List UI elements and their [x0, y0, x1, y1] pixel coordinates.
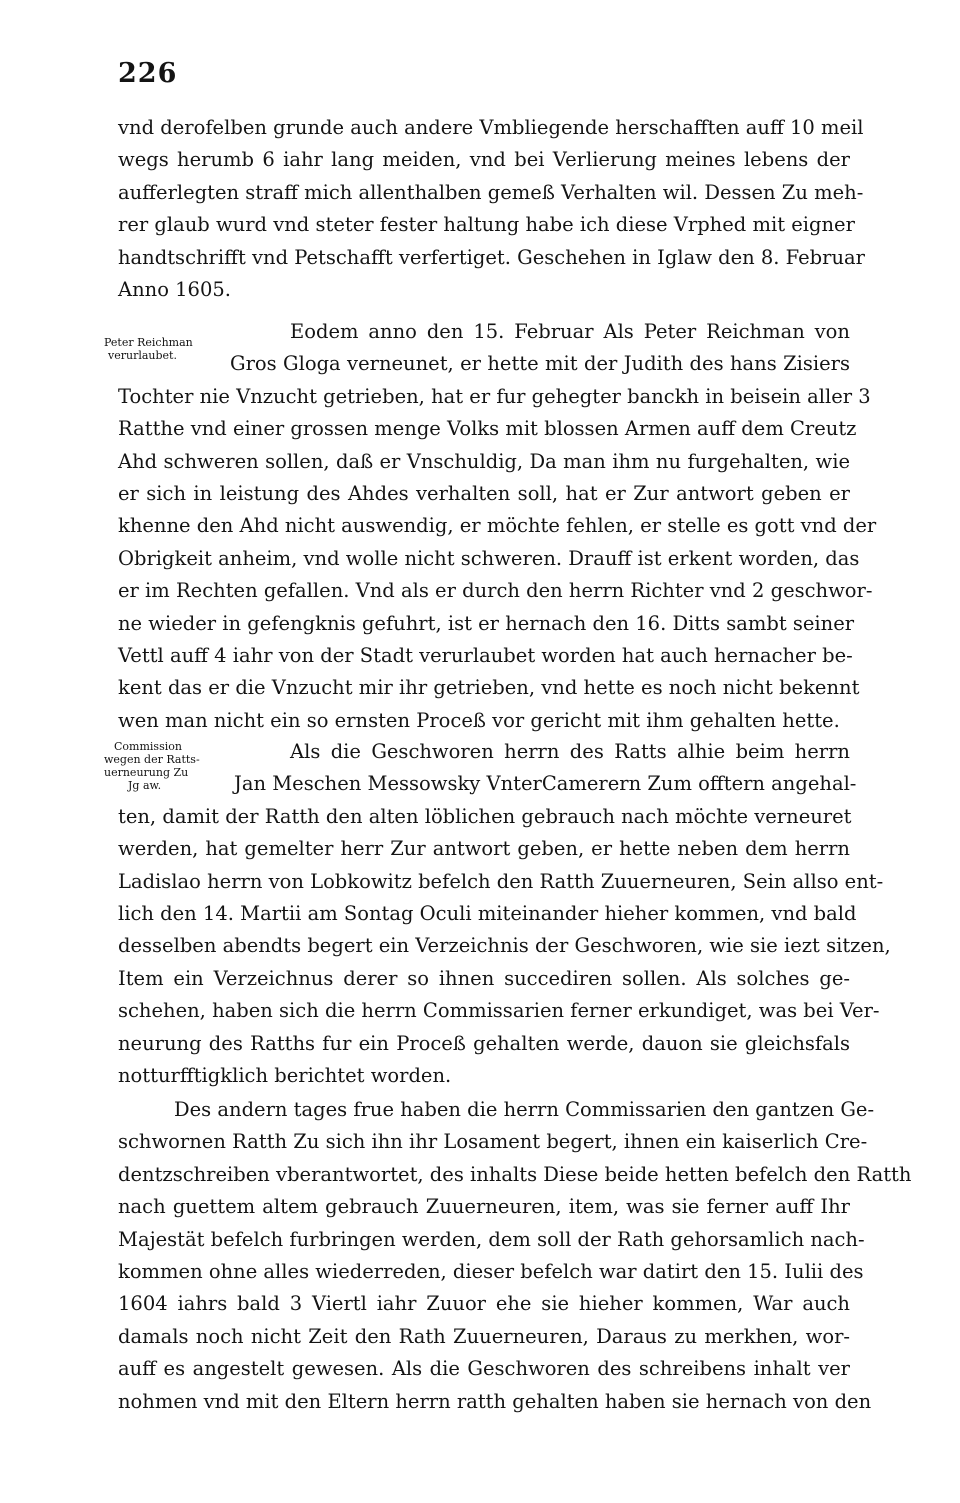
text-line: vnd derofelben grunde auch andere Vmbliegende herschafften auff 10 meil	[118, 116, 864, 139]
text-line: Des andern tages frue haben die herrn Commissarien den gantzen Ge-	[174, 1098, 875, 1121]
margin-note-line: wegen der Ratts-	[104, 753, 200, 766]
paragraph-reichman	[118, 316, 877, 737]
text-line: neurung des Ratths fur ein Proceß gehalten werde, dauon sie gleichsfals	[118, 1031, 850, 1055]
text-line: Obrigkeit anheim, vnd wolle nicht schweren. Drauff ist erkent worden, das	[118, 546, 860, 570]
paragraph-next-day	[118, 1094, 912, 1418]
text-line: Ahd schweren sollen, daß er Vnschuldig, Da man ihm nu furgehalten, wie	[118, 449, 850, 473]
text-line: handtschrifft vnd Petschafft verfertiget. Geschehen in Iglaw den 8. Februar	[118, 245, 865, 269]
text-line: ten, damit der Ratth den alten löblichen gebrauch nach möchte verneuret	[118, 804, 852, 828]
text-line: Majestät befelch furbringen werden, dem soll der Rath gehorsamlich nach-	[118, 1227, 865, 1251]
page-number: 226	[118, 58, 178, 89]
text-line: werden, hat gemelter herr Zur antwort geben, er hette neben dem herrn	[118, 837, 850, 861]
text-line: desselben abendts begert ein Verzeichnis der Geschworen, wie sie iezt sitzen,	[118, 934, 891, 958]
text-line: nohmen vnd mit den Eltern herrn ratth gehalten haben sie hernach von den	[118, 1389, 872, 1413]
margin-note-line: Peter Reichman	[104, 336, 193, 349]
text-line: Jan Meschen Messowsky VnterCamerern Zum offtern angehal-	[234, 772, 857, 796]
text-line: er im Rechten gefallen. Vnd als er durch den herrn Richter vnd 2 geschwor-	[118, 579, 873, 603]
text-line: Als die Geschworen herrn des Ratts alhie beim herrn	[290, 740, 850, 763]
text-line: aufferlegten straff mich allenthalben gemeß Verhalten wil. Dessen Zu meh-	[118, 180, 864, 204]
text-line: khenne den Ahd nicht auswendig, er möchte fehlen, er stelle es gott vnd der	[118, 514, 877, 538]
margin-note-line: Jg aw.	[128, 779, 162, 792]
text-line: Gros Gloga verneunet, er hette mit der Judith des hans Zisiers	[230, 352, 850, 376]
text-line: damals noch nicht Zeit den Rath Zuuerneuren, Daraus zu merkhen, wor-	[118, 1324, 850, 1348]
text-line: kent das er die Vnzucht mir ihr getrieben, vnd hette es noch nicht bekennt	[118, 676, 860, 700]
text-line: wegs herumb 6 iahr lang meiden, vnd bei Verlierung meines lebens der	[118, 148, 850, 172]
text-line: notturfftigklich berichtet worden.	[118, 1063, 452, 1087]
text-line: Tochter nie Vnzucht getrieben, hat er fur gehegter banckh in beisein aller 3	[118, 384, 871, 408]
text-line: wen man nicht ein so ernsten Proceß vor gericht mit ihm gehalten hette.	[118, 708, 840, 732]
text-line: Ratthe vnd einer grossen menge Volks mit blossen Armen auff dem Creutz	[118, 417, 857, 441]
text-line: lich den 14. Martii am Sontag Oculi miteinander hieher kommen, vnd bald	[118, 901, 857, 925]
text-line: Anno 1605.	[118, 277, 231, 301]
text-line: nach guettem altem gebrauch Zuuerneuren, item, was sie ferner auff Ihr	[118, 1195, 850, 1219]
text-line: Vettl auff 4 iahr von der Stadt verurlaubet worden hat auch hernacher be-	[118, 643, 853, 667]
text-line: 1604 iahrs bald 3 Viertl iahr Zuuor ehe sie hieher kommen, War auch	[118, 1292, 850, 1316]
text-line: ne wieder in gefengknis gefuhrt, ist er hernach den 16. Ditts sambt seiner	[118, 611, 855, 635]
text-line: schwornen Ratth Zu sich ihn ihr Losament begert, ihnen ein kaiserlich Cre-	[118, 1130, 868, 1154]
paragraph-urphede	[118, 112, 865, 306]
text-line: auff es angestelt gewesen. Als die Geschworen des schreibens inhalt ver	[118, 1357, 850, 1381]
text-line: kommen ohne alles wiederreden, dieser befelch war datirt den 15. Iulii des	[118, 1259, 864, 1283]
text-line: dentzschreiben vberantwortet, des inhalts Diese beide hetten befelch den Ratth	[118, 1162, 912, 1186]
text-line: Eodem anno den 15. Februar Als Peter Reichman von	[290, 320, 850, 343]
text-line: Ladislao herrn von Lobkowitz befelch den Ratth Zuuerneuren, Sein allso ent-	[118, 869, 884, 893]
paragraph-commission	[118, 736, 891, 1092]
text-line: Item ein Verzeichnus derer so ihnen succediren sollen. Als solches ge-	[118, 966, 850, 990]
margin-note-line: verurlaubet.	[108, 349, 177, 362]
text-line: schehen, haben sich die herrn Commissarien ferner erkundiget, was bei Ver-	[118, 999, 880, 1023]
margin-note-line: uerneurung Zu	[104, 766, 189, 779]
text-line: er sich in leistung des Ahdes verhalten soll, hat er Zur antwort geben er	[118, 481, 850, 505]
text-line: rer glaub wurd vnd steter fester haltung habe ich diese Vrphed mit eigner	[118, 213, 855, 237]
margin-note-line: Commission	[114, 740, 182, 753]
